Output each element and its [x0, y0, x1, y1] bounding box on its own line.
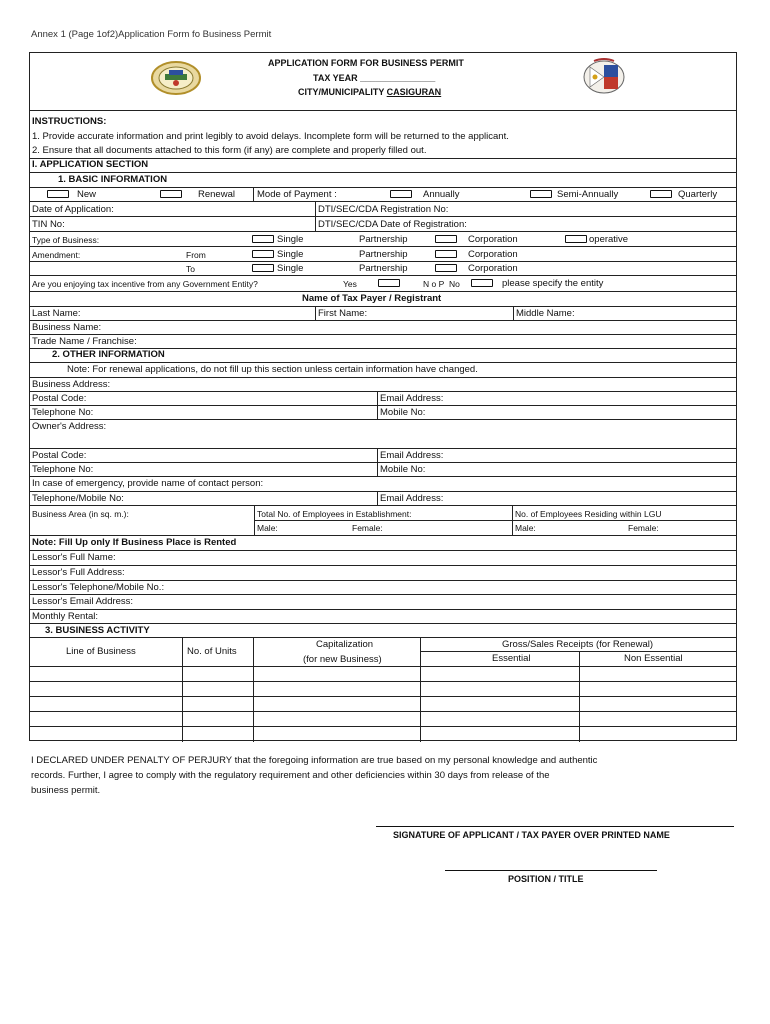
owner-mobile-no-label[interactable]: Mobile No:: [380, 464, 426, 475]
annually-checkbox[interactable]: [390, 190, 412, 198]
city-name: CASIGURAN: [386, 87, 442, 97]
owners-address-label[interactable]: Owner's Address:: [32, 421, 107, 432]
new-label: New: [77, 189, 97, 200]
tax-incentive-question: Are you enjoying tax incentive from any Government Entity?: [32, 279, 258, 289]
capitalization-header: Capitalization: [316, 639, 374, 650]
business-address-label[interactable]: Business Address:: [32, 379, 111, 390]
trade-name-label[interactable]: Trade Name / Franchise:: [32, 336, 137, 347]
tax-incentive-no-label: No: [449, 279, 460, 289]
business-activity-heading: 3. BUSINESS ACTIVITY: [45, 625, 150, 636]
monthly-rental-label[interactable]: Monthly Rental:: [32, 611, 99, 622]
application-section-heading: I. APPLICATION SECTION: [32, 159, 149, 170]
date-of-application-label[interactable]: Date of Application:: [32, 204, 114, 215]
amendment-from-label: From: [186, 250, 206, 260]
employees-lgu-label: No. of Employees Residing within LGU: [515, 509, 662, 519]
amendment-label: Amendment:: [32, 250, 81, 260]
tax-year: TAX YEAR _______________: [313, 73, 436, 83]
semi-annually-label: Semi-Annually: [557, 189, 619, 200]
tax-incentive-no-prefix: N o P: [423, 279, 445, 289]
municipal-seal-icon: [150, 60, 202, 96]
to-corporation-label: Corporation: [468, 263, 518, 274]
annually-label: Annually: [423, 189, 460, 200]
renewal-checkbox[interactable]: [160, 190, 182, 198]
lessor-full-name-label[interactable]: Lessor's Full Name:: [32, 552, 116, 563]
to-single-label: Single: [277, 263, 304, 274]
lessor-full-address-label[interactable]: Lessor's Full Address:: [32, 567, 125, 578]
to-partnership-label: Partnership: [359, 263, 408, 274]
postal-code-label[interactable]: Postal Code:: [32, 393, 87, 404]
signature-label: SIGNATURE OF APPLICANT / TAX PAYER OVER PRINTED NAME: [393, 830, 670, 840]
renewal-note: Note: For renewal applications, do not fill up this section unless certain information have changed.: [67, 364, 478, 375]
table-row[interactable]: [30, 696, 736, 697]
type-partnership-label: Partnership: [359, 234, 408, 245]
declaration-line-1: I DECLARED UNDER PENALTY OF PERJURY that the foregoing information are true based on my personal knowledge and authentic: [31, 755, 598, 766]
renewal-label: Renewal: [198, 189, 235, 200]
employees-male-label[interactable]: Male:: [257, 523, 278, 533]
dti-registration-date-label[interactable]: DTI/SEC/CDA Date of Registration:: [318, 219, 467, 230]
essential-header: Essential: [492, 653, 531, 664]
lessor-email-label[interactable]: Lessor's Email Address:: [32, 596, 134, 607]
table-row[interactable]: [30, 711, 736, 712]
from-corporation-label: Corporation: [468, 249, 518, 260]
middle-name-label[interactable]: Middle Name:: [516, 308, 575, 319]
semi-annually-checkbox[interactable]: [530, 190, 552, 198]
philippine-seal-icon: [582, 57, 626, 95]
line-of-business-header: Line of Business: [66, 646, 136, 657]
first-name-label[interactable]: First Name:: [318, 308, 368, 319]
lgu-male-label[interactable]: Male:: [515, 523, 536, 533]
business-name-label[interactable]: Business Name:: [32, 322, 102, 333]
last-name-label[interactable]: Last Name:: [32, 308, 81, 319]
type-of-business-label: Type of Business:: [32, 235, 100, 245]
mode-of-payment-label: Mode of Payment :: [257, 189, 337, 200]
tax-incentive-yes-label: Yes: [343, 279, 357, 289]
lgu-female-label[interactable]: Female:: [628, 523, 659, 533]
from-partnership-label: Partnership: [359, 249, 408, 260]
type-cooperative-checkbox[interactable]: [565, 235, 587, 243]
emergency-email-label[interactable]: Email Address:: [380, 493, 444, 504]
business-area-label[interactable]: Business Area (in sq. m.):: [32, 509, 129, 519]
owner-postal-code-label[interactable]: Postal Code:: [32, 450, 87, 461]
instruction-2: 2. Ensure that all documents attached to this form (if any) are complete and properly filled out.: [32, 145, 427, 156]
to-partnership-checkbox[interactable]: [435, 264, 457, 272]
type-corporation-label: Corporation: [468, 234, 518, 245]
city-municipality: [298, 86, 441, 98]
specify-entity-label: please specify the entity: [502, 278, 604, 289]
signature-line[interactable]: [376, 826, 734, 827]
type-single-label: Single: [277, 234, 304, 245]
emergency-telephone-label[interactable]: Telephone/Mobile No:: [32, 493, 124, 504]
annex-caption: Annex 1 (Page 1of2)Application Form fo Business Permit: [31, 29, 272, 40]
type-single-checkbox[interactable]: [252, 235, 274, 243]
email-address-label[interactable]: Email Address:: [380, 393, 444, 404]
table-row[interactable]: [30, 681, 736, 682]
quarterly-label: Quarterly: [678, 189, 718, 200]
from-partnership-checkbox[interactable]: [435, 250, 457, 258]
position-line[interactable]: [445, 870, 657, 871]
new-checkbox[interactable]: [47, 190, 69, 198]
dti-registration-no-label[interactable]: DTI/SEC/CDA Registration No:: [318, 204, 449, 215]
taxpayer-heading: Name of Tax Payer / Registrant: [302, 293, 442, 304]
for-new-business-header: (for new Business): [303, 654, 382, 665]
non-essential-header: Non Essential: [624, 653, 683, 664]
owner-email-address-label[interactable]: Email Address:: [380, 450, 444, 461]
mobile-no-label[interactable]: Mobile No:: [380, 407, 426, 418]
tax-incentive-yes-checkbox[interactable]: [378, 279, 400, 287]
other-info-heading: 2. OTHER INFORMATION: [52, 349, 165, 360]
form-title: APPLICATION FORM FOR BUSINESS PERMIT: [268, 58, 464, 68]
declaration-line-2: records. Further, I agree to comply with the regulatory requirement and other deficiencies within 30 days from release of the: [31, 770, 550, 781]
lessor-note: Note: Fill Up only If Business Place is Rented: [32, 537, 237, 548]
type-cooperative-label: operative: [589, 234, 629, 245]
instruction-1: 1. Provide accurate information and print legibly to avoid delays. Incomplete form will be returned to the applicant.: [32, 131, 509, 142]
tin-no-label[interactable]: TIN No:: [32, 219, 65, 230]
application-form: [29, 52, 737, 741]
gross-sales-header: Gross/Sales Receipts (for Renewal): [502, 639, 653, 650]
to-single-checkbox[interactable]: [252, 264, 274, 272]
table-row[interactable]: [30, 726, 736, 727]
telephone-no-label[interactable]: Telephone No:: [32, 407, 94, 418]
tax-incentive-no-checkbox[interactable]: [471, 279, 493, 287]
owner-telephone-no-label[interactable]: Telephone No:: [32, 464, 94, 475]
amendment-to-label: To: [186, 264, 195, 274]
type-partnership-checkbox[interactable]: [435, 235, 457, 243]
instructions-heading: INSTRUCTIONS:: [32, 116, 107, 127]
city-label: CITY/MUNICIPALITY: [298, 87, 387, 97]
lessor-telephone-label[interactable]: Lessor's Telephone/Mobile No.:: [32, 582, 165, 593]
from-single-checkbox[interactable]: [252, 250, 274, 258]
total-employees-label: Total No. of Employees in Establishment:: [257, 509, 412, 519]
declaration-line-3: business permit.: [31, 785, 101, 796]
no-of-units-header: No. of Units: [187, 646, 237, 657]
quarterly-checkbox[interactable]: [650, 190, 672, 198]
employees-female-label[interactable]: Female:: [352, 523, 383, 533]
emergency-contact-label[interactable]: In case of emergency, provide name of contact person:: [32, 478, 264, 489]
position-label: POSITION / TITLE: [508, 874, 584, 884]
from-single-label: Single: [277, 249, 304, 260]
basic-info-heading: 1. BASIC INFORMATION: [58, 174, 168, 185]
